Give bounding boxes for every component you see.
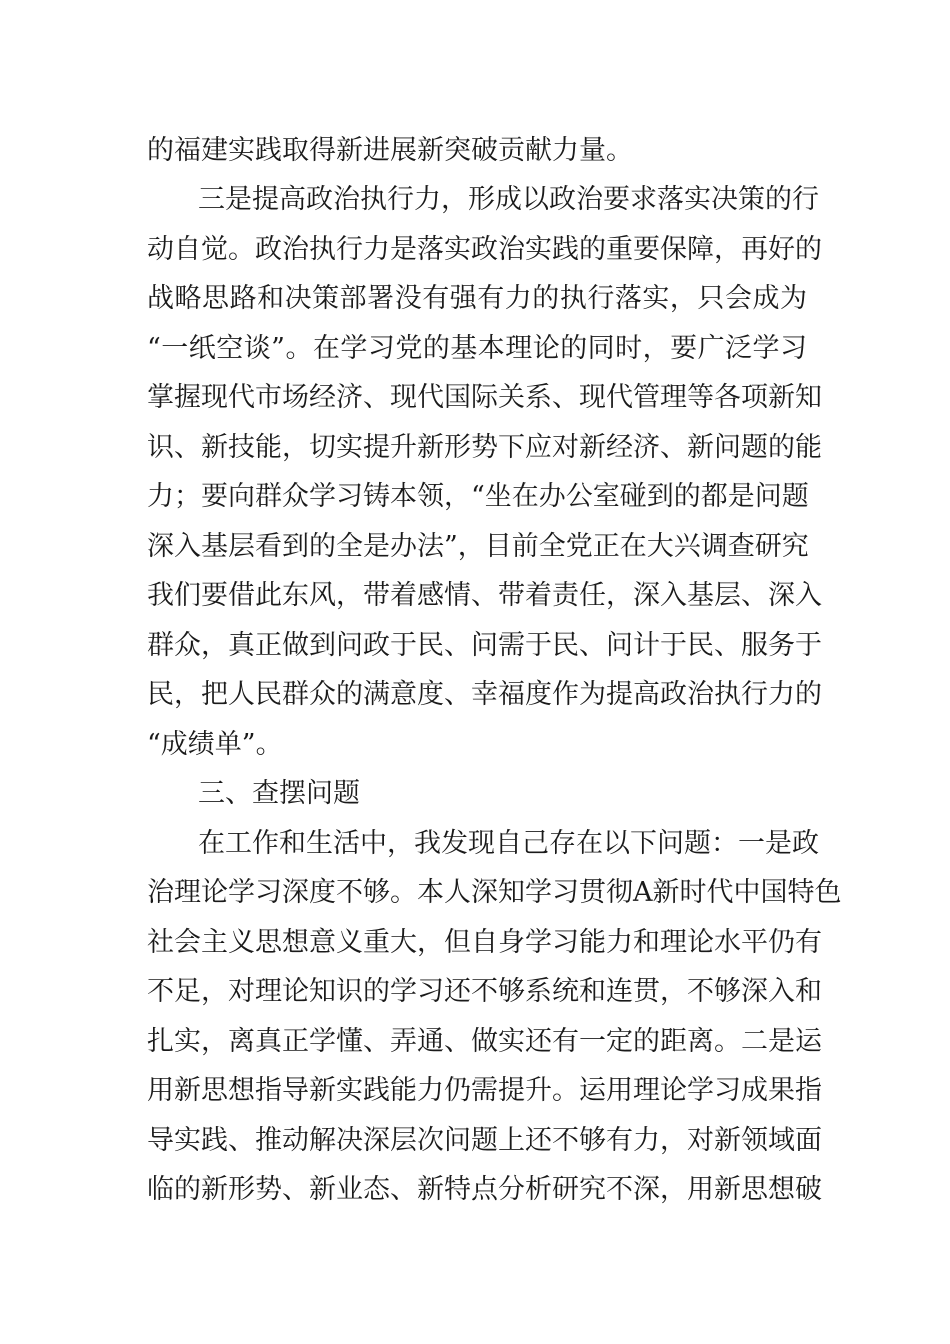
text-line: 掌握现代市场经济、现代国际关系、现代管理等各项新知 (147, 382, 822, 413)
text-line: 治理论学习深度不够。本人深知学习贯彻A新时代中国特色 (147, 877, 842, 908)
section-heading: 三、查摆问题 (198, 778, 360, 809)
text-line: 不足，对理论知识的学习还不够系统和连贯，不够深入和 (147, 976, 822, 1007)
text-line: 我们要借此东风，带着感情、带着责任，深入基层、深入 (147, 580, 822, 611)
text-line: 深入基层看到的全是办法”，目前全党正在大兴调查研究 (147, 531, 809, 562)
text-line: 民，把人民群众的满意度、幸福度作为提高政治执行力的 (147, 679, 822, 710)
text-line: 战略思路和决策部署没有强有力的执行落实，只会成为 (147, 283, 807, 314)
text-line: 社会主义思想意义重大，但自身学习能力和理论水平仍有 (147, 927, 822, 958)
text-line: 扎实，离真正学懂、弄通、做实还有一定的距离。二是运 (147, 1026, 822, 1057)
text-line: 识、新技能，切实提升新形势下应对新经济、新问题的能 (147, 432, 822, 463)
text-line: 导实践、推动解决深层次问题上还不够有力，对新领域面 (147, 1125, 822, 1156)
text-line: 临的新形势、新业态、新特点分析研究不深，用新思想破 (147, 1174, 822, 1205)
text-line: 力；要向群众学习铸本领，“坐在办公室碰到的都是问题 (147, 481, 809, 512)
text-line: “一纸空谈”。在学习党的基本理论的同时，要广泛学习 (147, 333, 807, 364)
text-line: 在工作和生活中，我发现自己存在以下问题：一是政 (198, 828, 819, 859)
text-line: 的福建实践取得新进展新突破贡献力量。 (147, 135, 633, 166)
text-line: 三是提高政治执行力，形成以政治要求落实决策的行 (198, 184, 819, 215)
text-line: “成绩单”。 (147, 729, 283, 760)
text-line: 动自觉。政治执行力是落实政治实践的重要保障，再好的 (147, 234, 822, 265)
text-line: 用新思想指导新实践能力仍需提升。运用理论学习成果指 (147, 1075, 822, 1106)
text-line: 群众，真正做到问政于民、问需于民、问计于民、服务于 (147, 630, 822, 661)
